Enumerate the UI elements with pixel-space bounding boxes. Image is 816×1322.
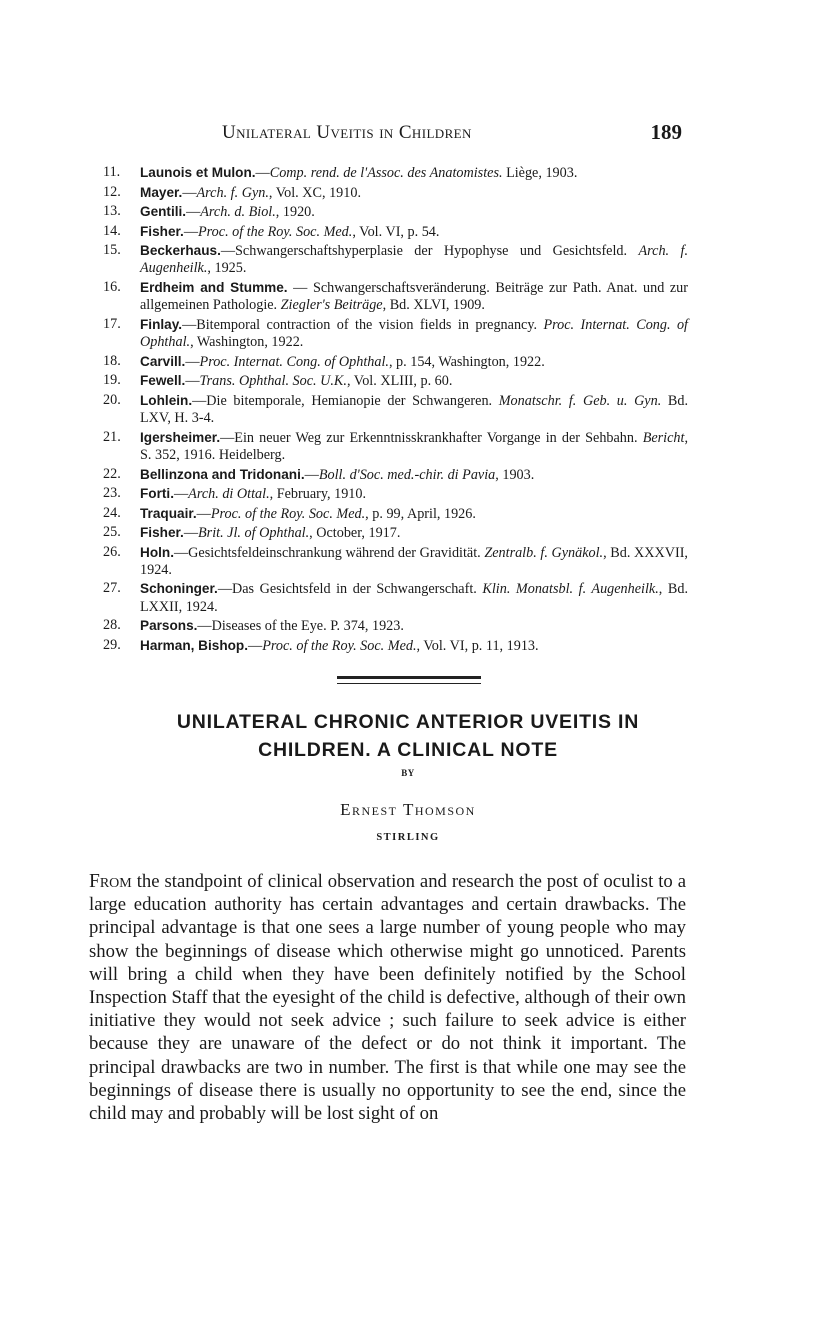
reference-author: Fisher. bbox=[140, 223, 184, 239]
reference-detail: , Washington, 1922. bbox=[190, 334, 304, 351]
reference-detail: , Bd. XXXVII, 1924. bbox=[140, 544, 688, 578]
body-first-word: From bbox=[89, 871, 132, 892]
reference-item bbox=[103, 524, 688, 542]
reference-author: Fewell. bbox=[140, 373, 186, 389]
body-paragraph bbox=[89, 870, 686, 1125]
reference-number: 29. bbox=[103, 636, 121, 653]
reference-author: Parsons. bbox=[140, 618, 198, 634]
reference-detail: — bbox=[186, 204, 201, 220]
reference-number: 18. bbox=[103, 352, 121, 369]
reference-item bbox=[103, 637, 688, 655]
reference-author: Launois et Mulon. bbox=[140, 165, 256, 180]
reference-author: Mayer. bbox=[140, 184, 183, 200]
reference-detail: —Gesichtsfeldeinschrankung während der Gravidität. bbox=[173, 544, 485, 561]
reference-source: Arch. f. Augenheilk. bbox=[140, 243, 688, 277]
reference-item bbox=[103, 279, 688, 315]
reference-source: Arch. di Ottal. bbox=[188, 486, 270, 503]
reference-detail: — bbox=[304, 466, 319, 483]
reference-detail: — bbox=[185, 353, 200, 370]
reference-number: 19. bbox=[103, 372, 121, 389]
reference-item bbox=[103, 544, 688, 580]
reference-source: Zentralb. f. Gynäkol. bbox=[484, 544, 604, 561]
reference-item bbox=[103, 429, 688, 465]
reference-source: Boll. d'Soc. med.-chir. di Pavia bbox=[318, 466, 496, 483]
reference-detail: , p. 154, Washington, 1922. bbox=[388, 353, 545, 370]
reference-detail: — bbox=[255, 165, 270, 181]
reference-text bbox=[140, 203, 688, 221]
reference-text bbox=[140, 485, 688, 503]
reference-item bbox=[103, 372, 688, 390]
reference-number: 17. bbox=[103, 315, 121, 332]
reference-source: Proc. of the Roy. Soc. Med. bbox=[210, 505, 366, 522]
reference-number: 11. bbox=[103, 164, 121, 180]
reference-source: Proc. of the Roy. Soc. Med. bbox=[262, 637, 417, 654]
reference-detail: — bbox=[196, 505, 211, 522]
reference-number: 27. bbox=[103, 580, 121, 597]
reference-detail: —Ein neuer Weg zur Erkenntnisskrankhafter Vorgange in der Sehbahn. bbox=[220, 429, 643, 446]
reference-number: 15. bbox=[103, 242, 121, 258]
article-title-line-2: CHILDREN. A CLINICAL NOTE bbox=[258, 739, 558, 761]
reference-item bbox=[103, 617, 688, 635]
reference-item bbox=[103, 580, 688, 616]
reference-detail: , p. 99, April, 1926. bbox=[365, 505, 476, 522]
reference-text bbox=[140, 316, 688, 352]
reference-number: 12. bbox=[103, 183, 121, 200]
article-title bbox=[95, 708, 721, 764]
reference-text bbox=[140, 524, 688, 542]
reference-author: Traquair. bbox=[140, 505, 197, 521]
reference-item bbox=[103, 505, 688, 523]
reference-author: Beckerhaus. bbox=[140, 243, 221, 258]
reference-source: Brit. Jl. of Ophthal. bbox=[198, 525, 310, 542]
section-rule-thin bbox=[337, 683, 481, 684]
reference-author: Holn. bbox=[140, 544, 174, 560]
reference-text bbox=[140, 164, 688, 182]
running-head bbox=[222, 120, 682, 150]
body-text: the standpoint of clinical observation and research the post of oculist to a large education authority has certain advantages and certain drawbacks. The principal advantage is that one sees a large number of young people who may show the beginnings of disease which otherwise might go unnoticed. Parents will bring a child when they have been definitely notified by the School Inspection Staff that the eyesight of the child is defective, although of their own initiative they would not seek advice ; such failure to seek advice is either because they are unaware of the defect or do not think it important. The principal drawbacks are two in number. The first is that while one may see the beginnings of disease there is usually no opportunity to see the end, since the child may and probably will be lost sight of on bbox=[89, 871, 686, 1125]
reference-detail: , 1925. bbox=[207, 260, 247, 277]
reference-detail: Bd. LXV, H. 3-4. bbox=[140, 392, 688, 427]
reference-author: Erdheim and Stumme. bbox=[140, 279, 288, 295]
reference-detail: , Vol. VI, p. 11, 1913. bbox=[416, 637, 539, 654]
reference-author: Fisher. bbox=[140, 525, 184, 541]
author-affiliation: STIRLING bbox=[376, 832, 440, 843]
reference-source: Comp. rend. de l'Assoc. des Anatomistes. bbox=[269, 165, 503, 181]
reference-source: Proc. Internat. Cong. of Ophthal. bbox=[199, 353, 389, 370]
reference-text bbox=[140, 466, 688, 484]
reference-number: 13. bbox=[103, 203, 121, 219]
reference-text bbox=[140, 279, 688, 315]
reference-text bbox=[140, 617, 688, 635]
reference-detail: —Schwangerschaftshyperplasie der Hypophyse und Gesichtsfeld. bbox=[220, 243, 639, 259]
reference-detail: , February, 1910. bbox=[269, 486, 367, 503]
reference-source: Bericht bbox=[642, 429, 685, 446]
running-title: Unilateral Uveitis in Children bbox=[222, 122, 472, 143]
reference-author: Bellinzona and Tridonani. bbox=[140, 466, 305, 482]
reference-text bbox=[140, 544, 688, 580]
reference-author: Finlay. bbox=[140, 316, 183, 332]
reference-item bbox=[103, 392, 688, 428]
reference-number: 16. bbox=[103, 278, 121, 295]
reference-detail: — bbox=[183, 525, 199, 542]
reference-source: Monatschr. f. Geb. u. Gyn. bbox=[498, 392, 662, 409]
reference-author: Lohlein. bbox=[140, 392, 193, 408]
reference-author: Harman, Bishop. bbox=[140, 637, 249, 653]
reference-list bbox=[103, 164, 688, 656]
reference-number: 22. bbox=[103, 465, 121, 482]
reference-text bbox=[140, 372, 688, 390]
reference-detail: , 1903. bbox=[495, 466, 535, 483]
reference-author: Gentili. bbox=[140, 204, 187, 219]
reference-detail: —Die bitemporale, Hemianopie der Schwangeren. bbox=[192, 392, 499, 409]
reference-detail: — bbox=[182, 184, 197, 201]
page-number: 189 bbox=[650, 120, 682, 144]
reference-detail: , Vol. XC, 1910. bbox=[268, 184, 361, 201]
reference-source: Arch. f. Gyn. bbox=[196, 184, 269, 201]
reference-source: Ziegler's Beiträge bbox=[280, 297, 383, 314]
reference-detail: —Diseases of the Eye. P. 374, 1923. bbox=[197, 618, 404, 635]
reference-item bbox=[103, 223, 688, 241]
reference-number: 26. bbox=[103, 543, 121, 560]
reference-source: Proc. of the Roy. Soc. Med. bbox=[198, 223, 353, 240]
reference-detail: Liège, 1903. bbox=[502, 165, 578, 181]
article-title-line-1: UNILATERAL CHRONIC ANTERIOR UVEITIS IN bbox=[176, 711, 640, 733]
reference-item bbox=[103, 316, 688, 352]
reference-text bbox=[140, 505, 688, 523]
reference-detail: — bbox=[185, 373, 200, 390]
reference-text bbox=[140, 184, 688, 202]
reference-number: 23. bbox=[103, 485, 121, 502]
reference-detail: —Bitemporal contraction of the vision fields in pregnancy. bbox=[182, 316, 544, 333]
reference-text bbox=[140, 637, 688, 655]
reference-text bbox=[140, 242, 688, 278]
reference-author: Carvill. bbox=[140, 353, 186, 369]
reference-author: Igersheimer. bbox=[140, 429, 221, 445]
reference-detail: —Das Gesichtsfeld in der Schwangerschaft. bbox=[217, 581, 483, 598]
reference-number: 21. bbox=[103, 428, 121, 445]
reference-detail: , Bd. XLVI, 1909. bbox=[382, 297, 485, 314]
reference-author: Forti. bbox=[140, 486, 174, 502]
reference-item bbox=[103, 164, 688, 182]
reference-text bbox=[140, 429, 688, 465]
reference-item bbox=[103, 184, 688, 202]
reference-source: Arch. d. Biol. bbox=[200, 204, 276, 220]
reference-detail: — bbox=[173, 486, 189, 503]
author-name: Ernest Thomson bbox=[340, 800, 476, 819]
reference-source: Klin. Monatsbl. f. Augenheilk. bbox=[482, 581, 659, 598]
reference-number: 25. bbox=[103, 524, 121, 541]
reference-item bbox=[103, 466, 688, 484]
reference-item bbox=[103, 485, 688, 503]
reference-number: 28. bbox=[103, 617, 121, 634]
reference-author: Schoninger. bbox=[140, 581, 218, 597]
reference-text bbox=[140, 392, 688, 428]
reference-detail: , Bd. LXXII, 1924. bbox=[140, 581, 688, 615]
reference-detail: , S. 352, 1916. Heidelberg. bbox=[140, 429, 688, 464]
reference-text bbox=[140, 353, 688, 371]
reference-detail: , Vol. XLIII, p. 60. bbox=[346, 373, 453, 390]
reference-source: Trans. Ophthal. Soc. U.K. bbox=[199, 373, 347, 390]
reference-detail: , 1920. bbox=[275, 204, 315, 220]
reference-item bbox=[103, 242, 688, 278]
reference-detail: — bbox=[248, 637, 263, 654]
by-line: BY bbox=[401, 768, 415, 778]
reference-number: 20. bbox=[103, 391, 121, 408]
reference-detail: , Vol. VI, p. 54. bbox=[352, 223, 440, 240]
section-rule-thick bbox=[337, 676, 481, 679]
reference-item bbox=[103, 353, 688, 371]
reference-number: 24. bbox=[103, 504, 121, 521]
reference-detail: , October, 1917. bbox=[309, 525, 401, 542]
reference-text bbox=[140, 580, 688, 616]
reference-text bbox=[140, 223, 688, 241]
reference-source: Proc. Internat. Cong. of Ophthal. bbox=[140, 316, 688, 351]
reference-item bbox=[103, 203, 688, 221]
reference-detail: — Schwangerschaftsveränderung. Beiträge zur Path. Anat. und zur allgemeinen Pathologie. bbox=[140, 279, 688, 314]
reference-detail: — bbox=[183, 223, 199, 240]
reference-number: 14. bbox=[103, 222, 121, 239]
